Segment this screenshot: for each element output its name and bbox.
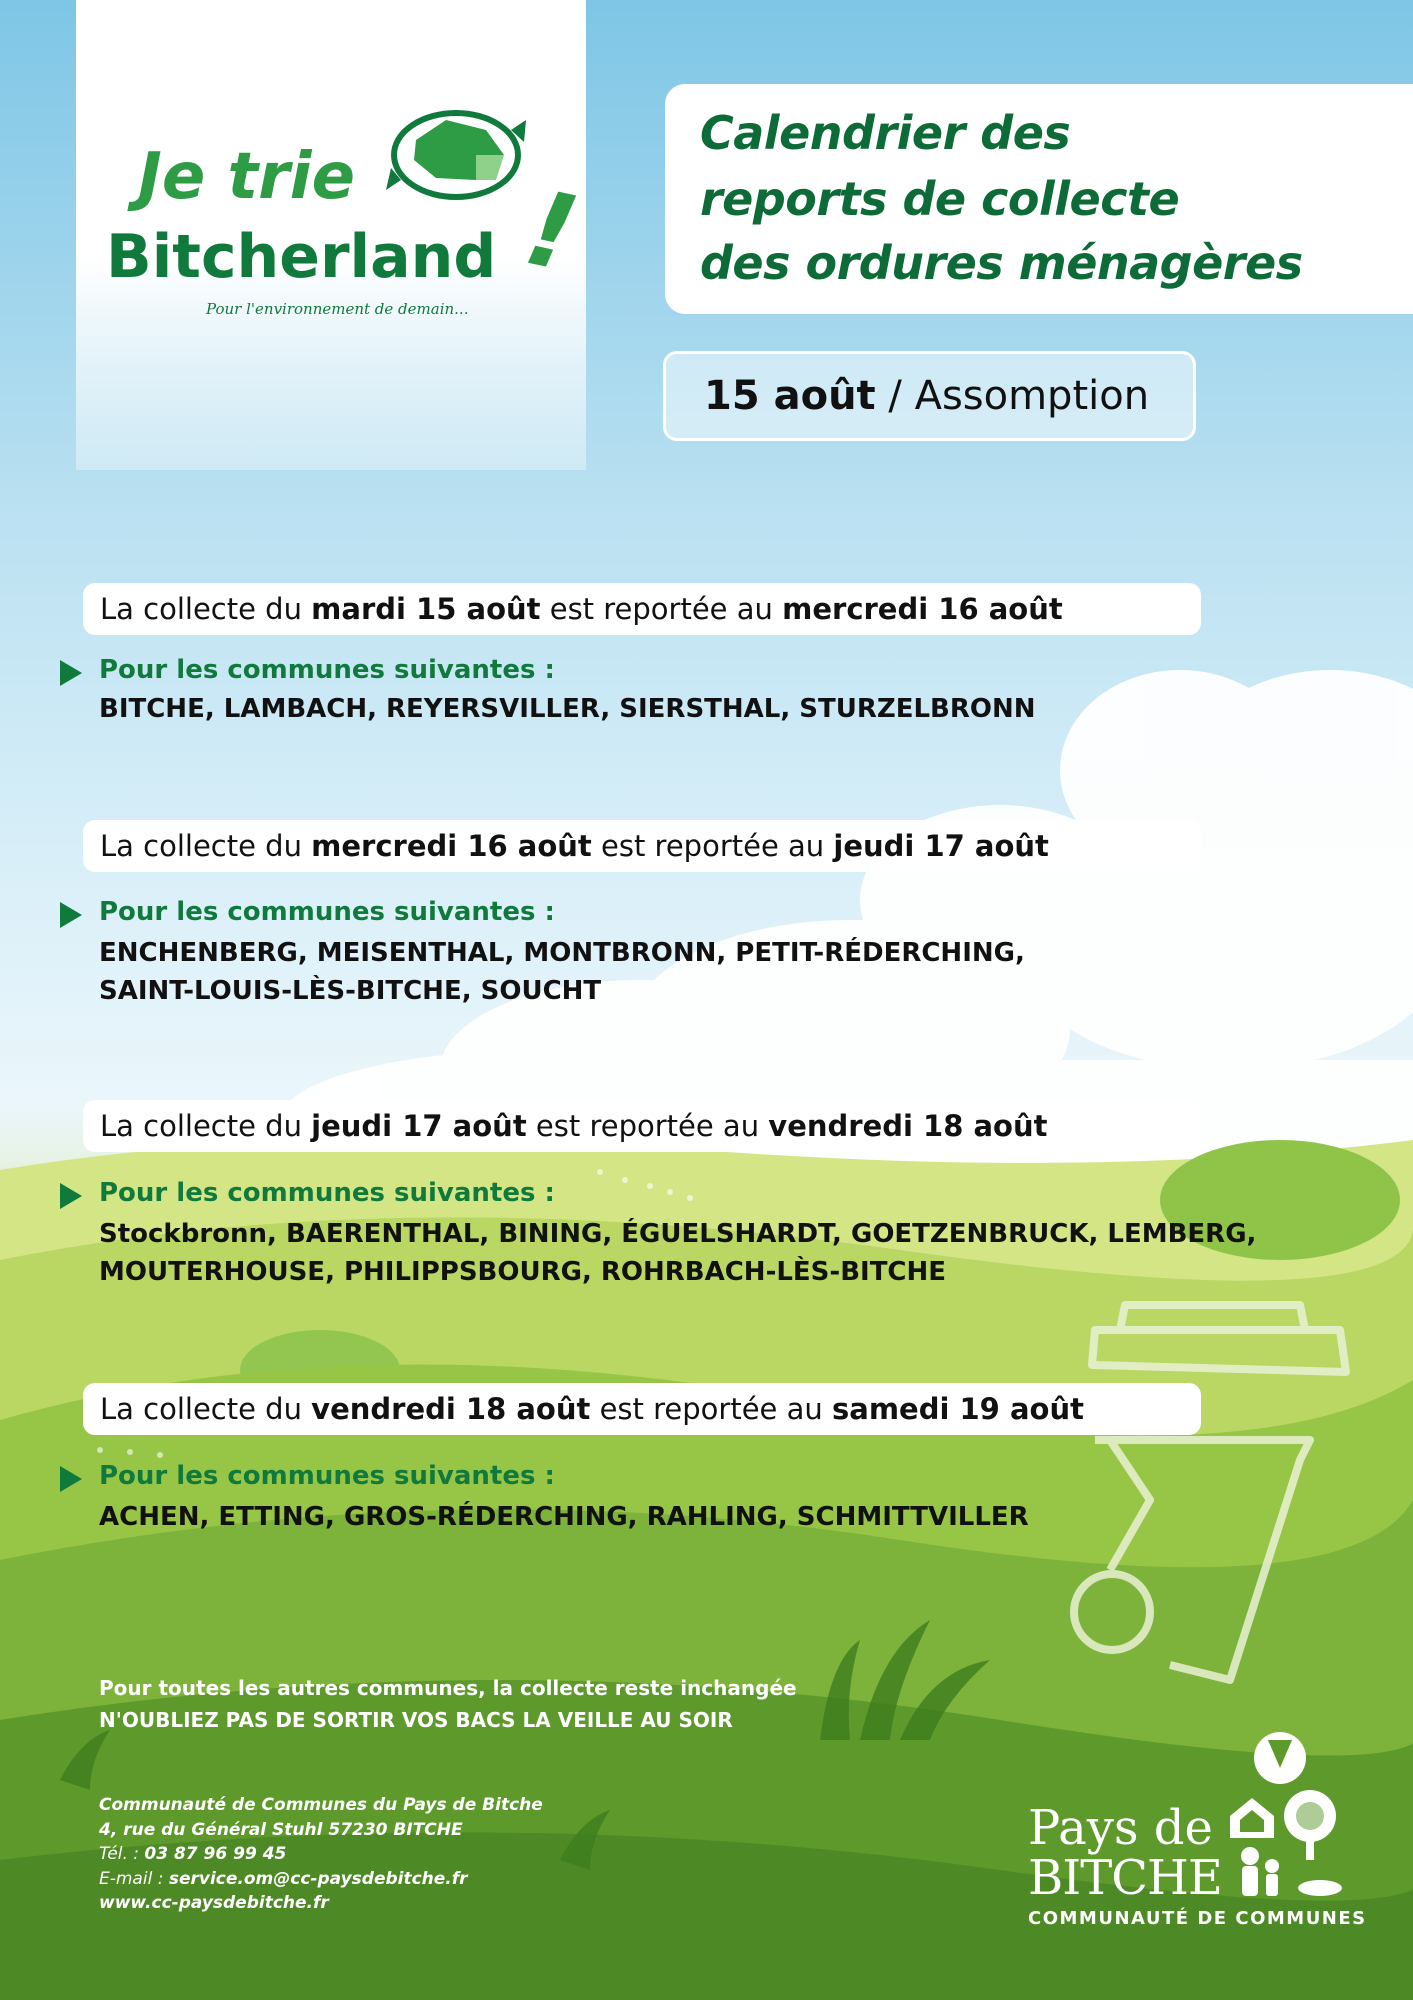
- holiday-box: [663, 351, 1196, 441]
- section-3-communes: [99, 1215, 1256, 1291]
- title-line-2: reports de collecte: [700, 172, 1180, 226]
- contact-tel-label: Tél. :: [99, 1844, 145, 1864]
- pays-de-bitche-emblem-icon: [1210, 1728, 1350, 1898]
- section-4-prefix: La collecte du: [100, 1392, 312, 1426]
- section-2-heading: [83, 820, 1201, 872]
- section-1-to: mercredi 16 août: [782, 592, 1063, 626]
- recycle-map-icon: [376, 100, 536, 210]
- section-2-label: Pour les communes suivantes :: [99, 897, 555, 927]
- footer-note-2: N'OUBLIEZ PAS DE SORTIR VOS BACS LA VEILLE AU SOIR: [99, 1708, 733, 1732]
- section-3-from: jeudi 17 août: [311, 1109, 527, 1143]
- section-2-communes-line-1: ENCHENBERG, MEISENTHAL, MONTBRONN, PETIT-RÉDERCHING,: [99, 938, 1025, 968]
- section-1-heading: [83, 583, 1201, 635]
- logo-line1: Je trie: [138, 140, 355, 214]
- section-2-middle: est reportée au: [591, 829, 834, 863]
- logo-tagline: Pour l'environnement de demain...: [206, 300, 469, 318]
- holiday-separator: /: [875, 373, 915, 419]
- logo-exclamation: !: [515, 166, 588, 296]
- section-1-communes-line-1: BITCHE, LAMBACH, REYERSVILLER, SIERSTHAL, STURZELBRONN: [99, 694, 1036, 724]
- contact-address: 4, rue du Général Stuhl 57230 BITCHE: [99, 1819, 463, 1840]
- contact-block: [99, 1793, 543, 1916]
- section-3-label: Pour les communes suivantes :: [99, 1178, 555, 1208]
- section-1-middle: est reportée au: [540, 592, 783, 626]
- section-4-to: samedi 19 août: [831, 1392, 1084, 1426]
- arrow-icon: [60, 902, 82, 928]
- brand-line-2: BITCHE: [1028, 1850, 1222, 1906]
- footer-note-1: Pour toutes les autres communes, la collecte reste inchangée: [99, 1676, 797, 1700]
- logo-line2: Bitcherland: [106, 222, 497, 292]
- section-4-label: Pour les communes suivantes :: [99, 1461, 555, 1491]
- section-2-communes: [99, 934, 1025, 1010]
- section-3-middle: est reportée au: [526, 1109, 769, 1143]
- section-3-heading: [83, 1100, 1201, 1152]
- brand-line-1: Pays de: [1028, 1800, 1213, 1856]
- section-4-from: vendredi 18 août: [311, 1392, 591, 1426]
- section-4-communes-line-1: ACHEN, ETTING, GROS-RÉDERCHING, RAHLING, SCHMITTVILLER: [99, 1502, 1029, 1532]
- contact-email-line: [99, 1867, 543, 1892]
- contact-email-link[interactable]: service.om@cc-paysdebitche.fr: [168, 1868, 468, 1889]
- title-line-1: Calendrier des: [700, 106, 1071, 160]
- arrow-icon: [60, 660, 82, 686]
- section-2-communes-line-2: SAINT-LOUIS-LÈS-BITCHE, SOUCHT: [99, 976, 602, 1006]
- section-1-communes: [99, 690, 1036, 728]
- section-1-from: mardi 15 août: [311, 592, 541, 626]
- section-4-middle: est reportée au: [590, 1392, 832, 1426]
- section-1-prefix: La collecte du: [100, 592, 312, 626]
- contact-tel: 03 87 96 99 45: [144, 1844, 287, 1864]
- section-2-prefix: La collecte du: [100, 829, 312, 863]
- section-1-label: Pour les communes suivantes :: [99, 655, 555, 685]
- section-3-to: vendredi 18 août: [768, 1109, 1048, 1143]
- arrow-icon: [60, 1466, 82, 1492]
- title-line-3: des ordures ménagères: [700, 236, 1303, 290]
- logo-panel: [76, 0, 586, 470]
- section-3-communes-line-1: Stockbronn, BAERENTHAL, BINING, ÉGUELSHARDT, GOETZENBRUCK, LEMBERG,: [99, 1219, 1257, 1249]
- section-3-prefix: La collecte du: [100, 1109, 312, 1143]
- brand-line-3: COMMUNAUTÉ DE COMMUNES: [1028, 1908, 1367, 1929]
- section-4-heading: [83, 1383, 1201, 1435]
- section-3-communes-line-2: MOUTERHOUSE, PHILIPPSBOURG, ROHRBACH-LÈS-BITCHE: [99, 1257, 947, 1287]
- section-4-communes: [99, 1498, 1029, 1536]
- contact-website-link[interactable]: www.cc-paysdebitche.fr: [99, 1893, 329, 1913]
- holiday-name: Assomption: [914, 373, 1150, 419]
- title-box: [665, 84, 1413, 314]
- section-2-to: jeudi 17 août: [833, 829, 1049, 863]
- contact-org: Communauté de Communes du Pays de Bitche: [99, 1795, 543, 1815]
- holiday-date: 15 août: [704, 373, 876, 419]
- section-2-from: mercredi 16 août: [311, 829, 592, 863]
- contact-tel-line: [99, 1842, 543, 1867]
- arrow-icon: [60, 1183, 82, 1209]
- contact-email-label: E-mail :: [99, 1868, 169, 1889]
